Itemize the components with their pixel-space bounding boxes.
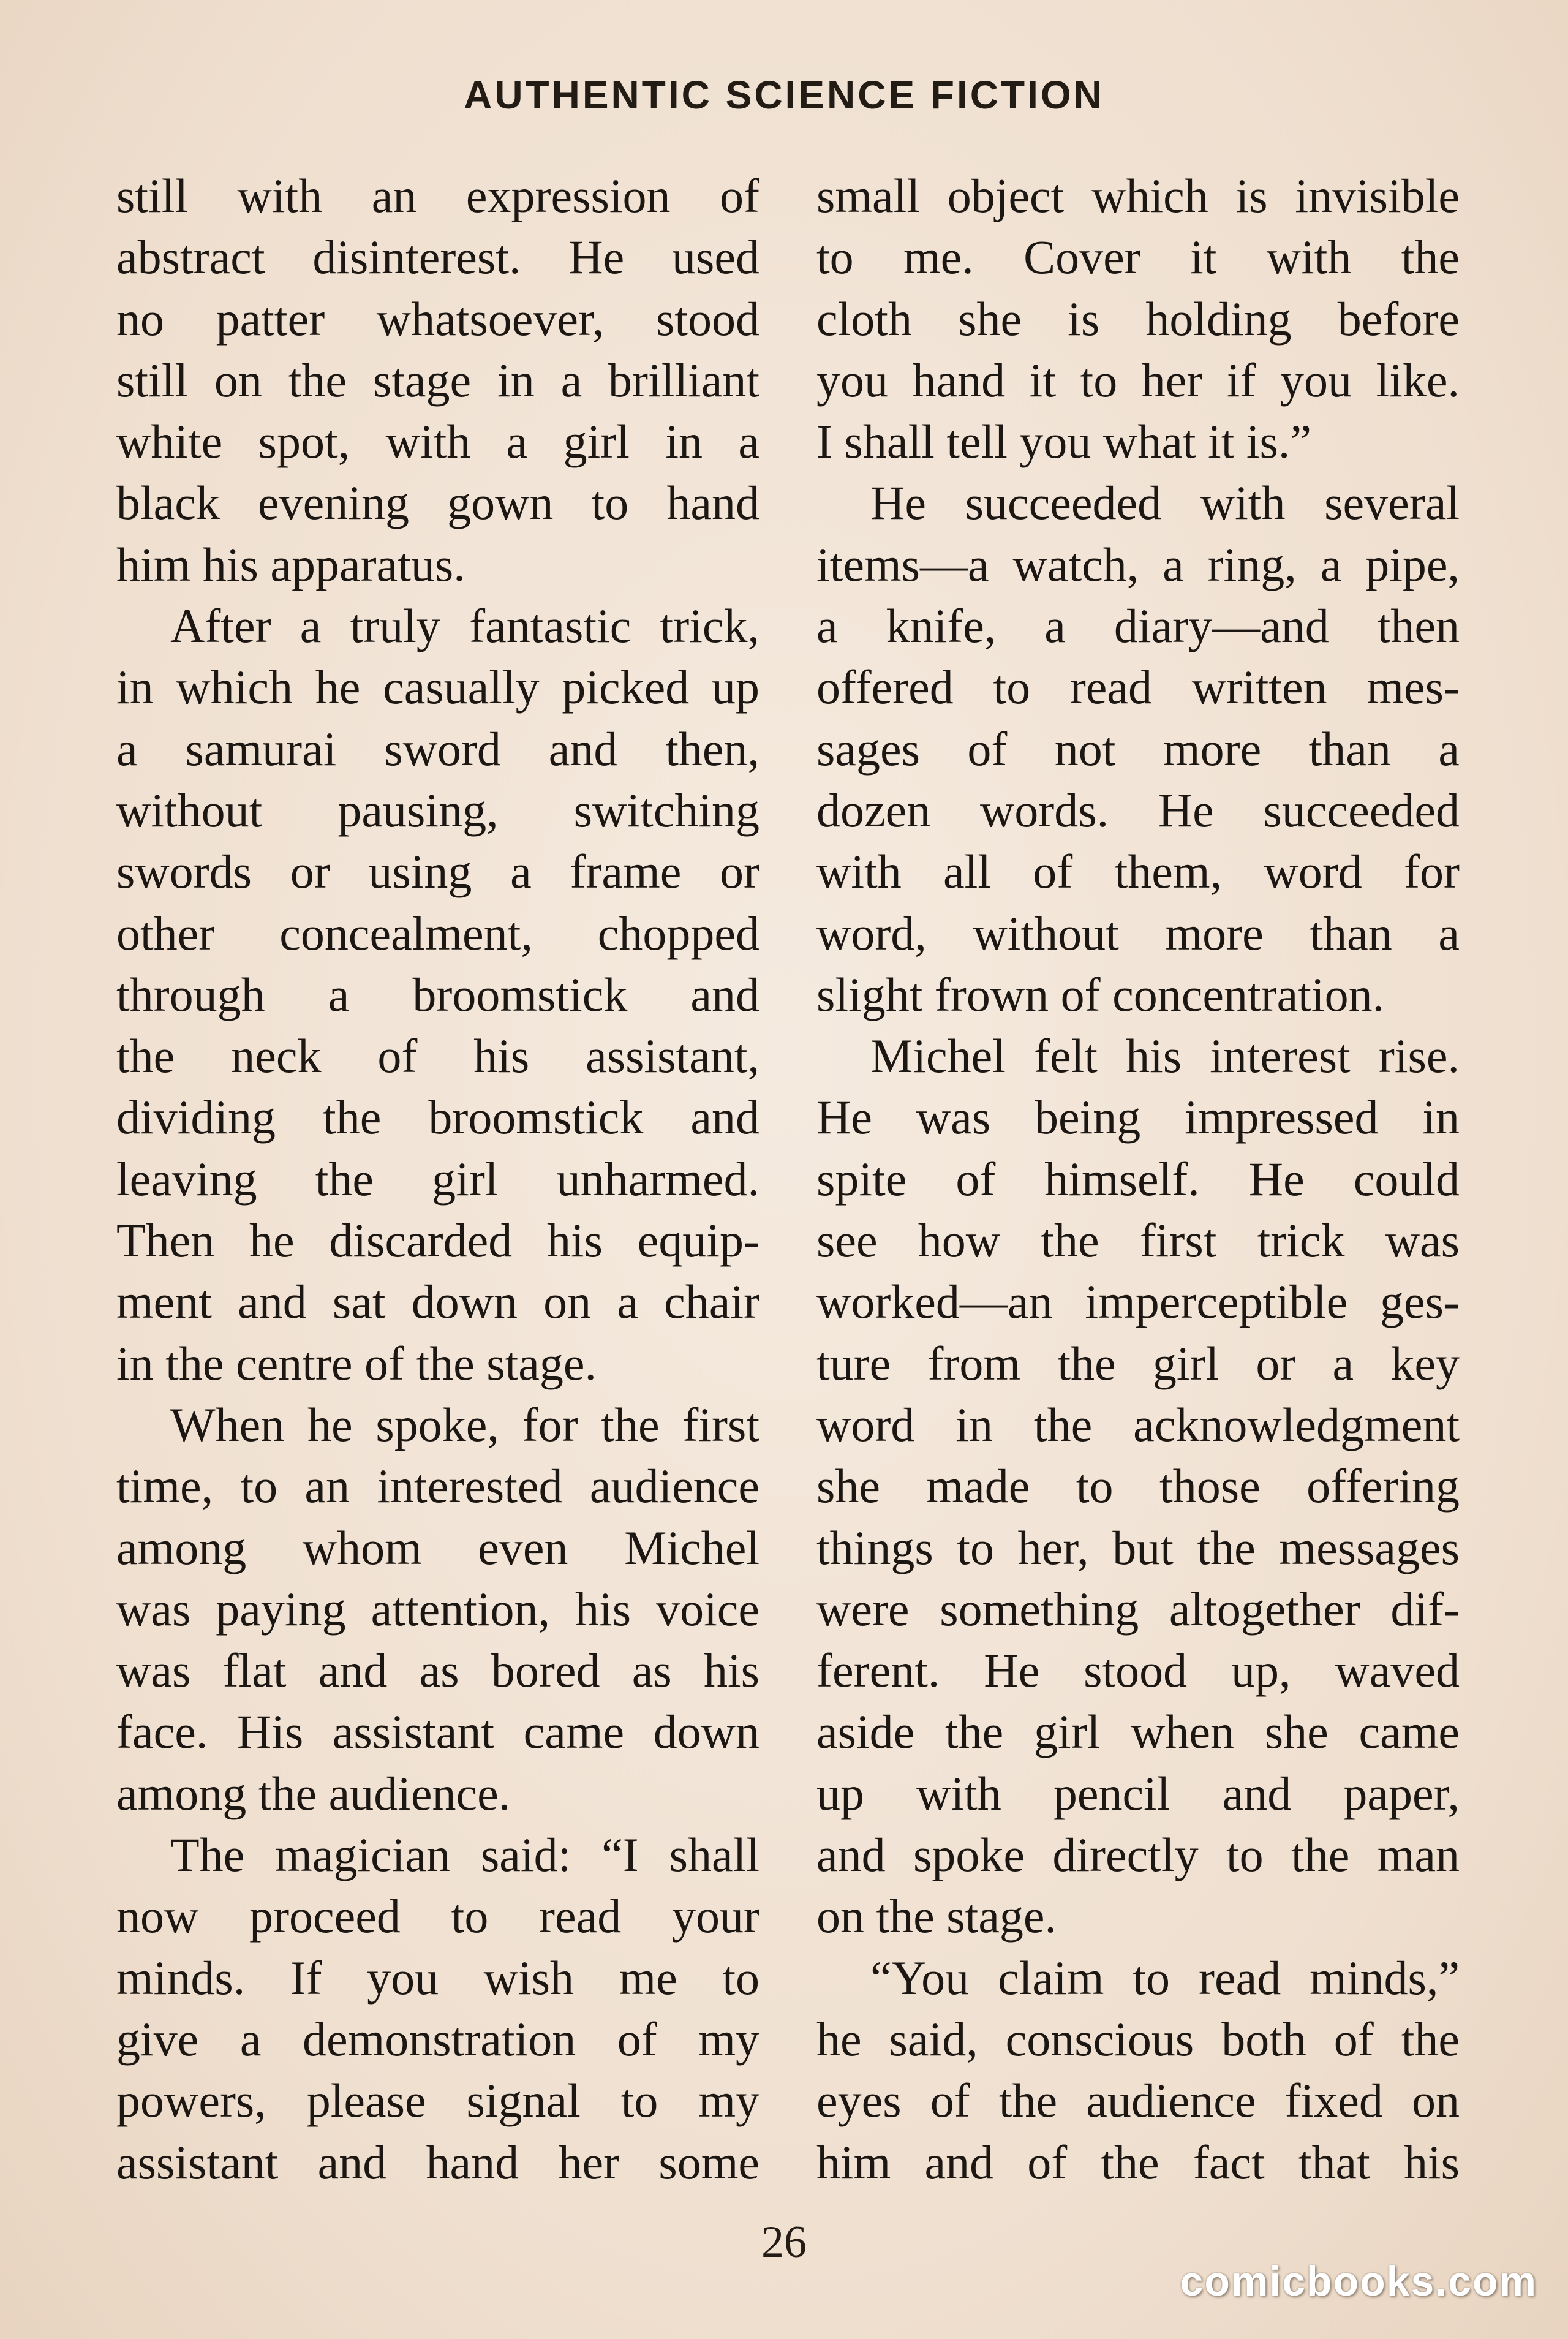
text-line: swords or using a frame or bbox=[116, 845, 760, 899]
text-line: I shall tell you what it is.” bbox=[816, 415, 1312, 469]
page-number: 26 bbox=[761, 2217, 807, 2267]
text-line: things to her, but the messages bbox=[816, 1521, 1460, 1574]
text-line: the neck of his assistant, bbox=[116, 1029, 760, 1083]
text-line: no patter whatsoever, stood bbox=[116, 292, 760, 346]
text-line: you hand it to her if you like. bbox=[816, 353, 1460, 407]
text-line: dividing the broomstick and bbox=[116, 1090, 760, 1144]
text-line: through a broomstick and bbox=[116, 967, 760, 1021]
text-line: white spot, with a girl in a bbox=[116, 415, 760, 469]
text-line: assistant and hand her some bbox=[116, 2135, 760, 2189]
text-line: “You claim to read minds,” bbox=[870, 1951, 1460, 2005]
left-text-column bbox=[116, 165, 760, 2193]
text-line: slight frown of concentration. bbox=[816, 967, 1385, 1021]
text-line: him his apparatus. bbox=[116, 537, 466, 591]
text-line: among the audience. bbox=[116, 1766, 511, 1820]
text-line: word in the acknowledgment bbox=[816, 1397, 1460, 1451]
text-line: now proceed to read your bbox=[116, 1889, 760, 1943]
running-head: AUTHENTIC SCIENCE FICTION bbox=[464, 73, 1104, 117]
text-line: The magician said: “I shall bbox=[170, 1828, 760, 1882]
text-line: When he spoke, for the first bbox=[170, 1397, 760, 1451]
text-line: Michel felt his interest rise. bbox=[870, 1029, 1460, 1083]
text-line: minds. If you wish me to bbox=[116, 1951, 760, 2005]
text-line: see how the first trick was bbox=[816, 1214, 1460, 1268]
text-line: word, without more than a bbox=[816, 906, 1460, 960]
text-line: without pausing, switching bbox=[116, 783, 760, 837]
text-line: to me. Cover it with the bbox=[816, 230, 1460, 284]
text-line: face. His assistant came down bbox=[116, 1705, 760, 1759]
text-line: After a truly fantastic trick, bbox=[170, 599, 760, 653]
text-line: were something altogether dif- bbox=[816, 1582, 1460, 1636]
text-line: black evening gown to hand bbox=[116, 476, 760, 530]
text-line: small object which is invisible bbox=[816, 169, 1460, 222]
text-line: and spoke directly to the man bbox=[816, 1828, 1460, 1882]
text-line: up with pencil and paper, bbox=[816, 1766, 1460, 1820]
text-line: He succeeded with several bbox=[870, 476, 1460, 530]
text-line: on the stage. bbox=[816, 1889, 1057, 1943]
text-line: in the centre of the stage. bbox=[116, 1336, 597, 1390]
watermark-text: comicbooks.com bbox=[1180, 2258, 1537, 2305]
text-line: a knife, a diary—and then bbox=[816, 599, 1460, 653]
text-line: cloth she is holding before bbox=[816, 292, 1460, 346]
text-line: eyes of the audience fixed on bbox=[816, 2074, 1460, 2128]
text-line: he said, conscious both of the bbox=[816, 2012, 1460, 2066]
text-line: dozen words. He succeeded bbox=[816, 783, 1460, 837]
text-line: time, to an interested audience bbox=[116, 1459, 760, 1513]
text-line: aside the girl when she came bbox=[816, 1705, 1460, 1759]
text-line: ment and sat down on a chair bbox=[116, 1275, 760, 1329]
text-line: still with an expression of bbox=[116, 169, 760, 222]
text-line: worked—an imperceptible ges- bbox=[816, 1275, 1460, 1329]
text-line: ture from the girl or a key bbox=[816, 1336, 1460, 1390]
text-line: spite of himself. He could bbox=[816, 1152, 1460, 1206]
text-line: she made to those offering bbox=[816, 1459, 1460, 1513]
text-line: was flat and as bored as his bbox=[116, 1644, 760, 1698]
text-line: a samurai sword and then, bbox=[116, 722, 760, 776]
text-line: Then he discarded his equip- bbox=[116, 1214, 760, 1268]
text-line: He was being impressed in bbox=[816, 1090, 1460, 1144]
text-line: was paying attention, his voice bbox=[116, 1582, 760, 1636]
text-line: give a demonstration of my bbox=[116, 2012, 760, 2066]
text-line: sages of not more than a bbox=[816, 722, 1460, 776]
text-line: powers, please signal to my bbox=[116, 2074, 760, 2128]
text-line: leaving the girl unharmed. bbox=[116, 1152, 760, 1206]
text-line: in which he casually picked up bbox=[116, 660, 760, 714]
text-line: among whom even Michel bbox=[116, 1521, 760, 1574]
text-line: offered to read written mes- bbox=[816, 660, 1460, 714]
text-line: with all of them, word for bbox=[816, 845, 1460, 899]
text-line: ferent. He stood up, waved bbox=[816, 1644, 1460, 1698]
text-line: still on the stage in a brilliant bbox=[116, 353, 760, 407]
text-line: other concealment, chopped bbox=[116, 906, 760, 960]
text-line: abstract disinterest. He used bbox=[116, 230, 760, 284]
right-text-column bbox=[816, 165, 1460, 2193]
text-line: items—a watch, a ring, a pipe, bbox=[816, 537, 1460, 591]
text-line: him and of the fact that his bbox=[816, 2135, 1460, 2189]
